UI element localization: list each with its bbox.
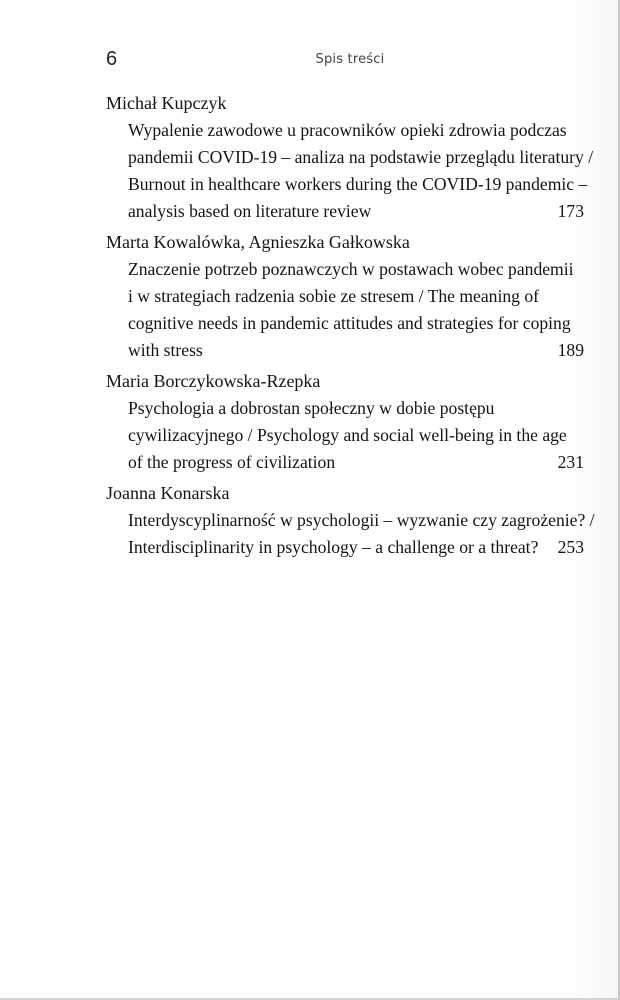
toc-entry[interactable] [106,368,584,476]
entry-title-line: Wypalenie zawodowe u pracowników opieki zdrowia podczas [128,120,567,140]
toc-entry[interactable] [106,480,595,561]
entry-title-line: cywilizacyjnego / Psychology and social well-being in the age [128,425,567,445]
entry-page-number[interactable]: 173 [557,201,584,221]
entry-title-tail: Interdisciplinarity in psychology – a challenge or a threat? [128,537,539,557]
entry-last-line [106,337,584,364]
entry-title-line: Psychologia a dobrostan społeczny w dobie postępu [128,398,495,418]
entry-title-tail: with stress [128,340,203,360]
toc-entry[interactable] [106,229,584,364]
entry-page-number[interactable]: 231 [557,452,584,472]
entry-author: Marta Kowalówka, Agnieszka Gałkowska [106,232,410,252]
entry-title-line: Burnout in healthcare workers during the COVID-19 pandemic – [128,174,588,194]
entry-title-line: Interdyscyplinarność w psychologii – wyzwanie czy zagrożenie? / [128,510,595,530]
running-head: Spis treści [315,52,385,67]
entry-last-line [106,198,584,225]
entry-last-line [106,449,584,476]
entry-page-number[interactable]: 189 [557,340,584,360]
entry-title-line: cognitive needs in pandemic attitudes and strategies for coping [128,313,571,333]
entry-last-line [106,534,584,561]
entry-page-number[interactable]: 253 [557,537,584,557]
table-of-contents [106,90,595,565]
entry-title-line: pandemii COVID-19 – analiza na podstawie przeglądu literatury / [128,147,594,167]
page-number: 6 [106,48,118,70]
entry-author: Michał Kupczyk [106,93,227,113]
entry-title-tail: of the progress of civilization [128,452,336,472]
entry-author: Joanna Konarska [106,483,230,503]
entry-author: Maria Borczykowska-Rzepka [106,371,321,391]
entry-title-line: i w strategiach radzenia sobie ze stresem / The meaning of [128,286,540,306]
toc-entry[interactable] [106,90,594,225]
entry-title-tail: analysis based on literature review [128,201,372,221]
entry-title-line: Znaczenie potrzeb poznawczych w postawach wobec pandemii [128,259,574,279]
